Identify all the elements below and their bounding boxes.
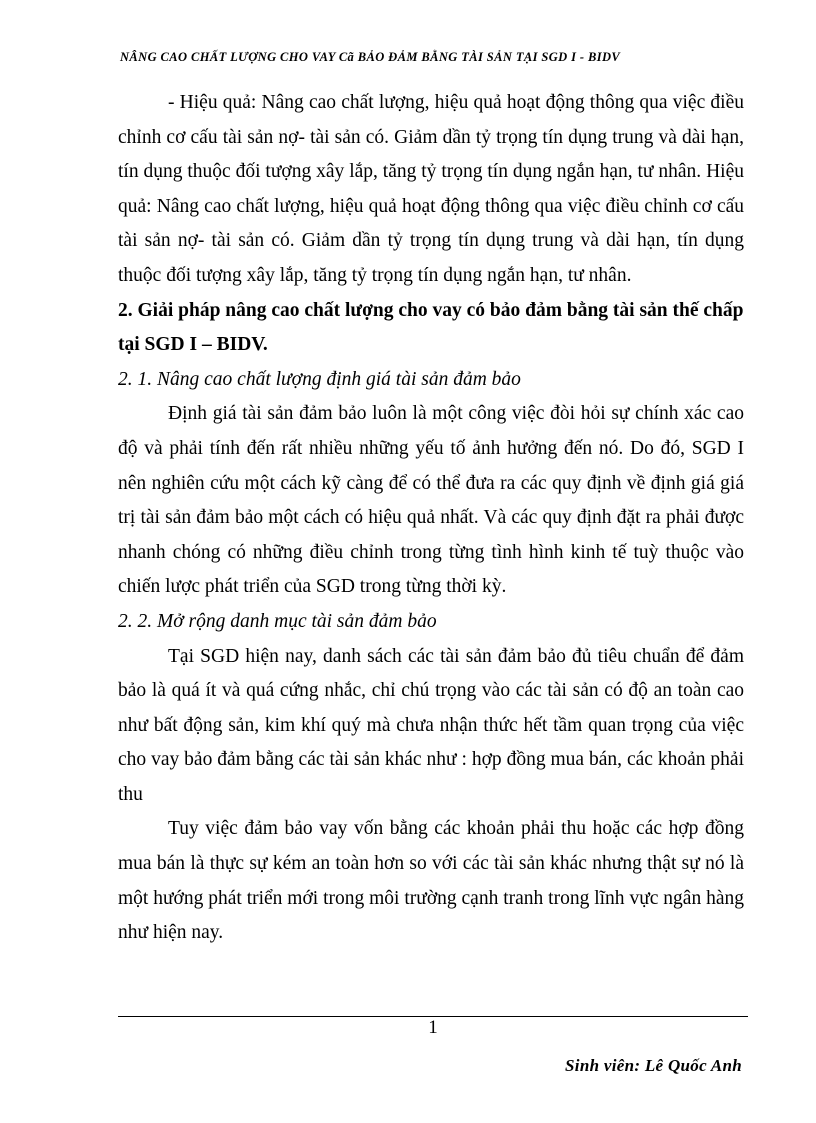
section-heading-2: 2. Giải pháp nâng cao chất lượng cho vay có bảo đảm bằng tài sản thế chấp tại SGD I – BIDV. <box>118 299 744 356</box>
paragraph-receivables: Tuy việc đảm bảo vay vốn bằng các khoản phải thu hoặc các hợp đồng mua bán là thực sự kém an toàn hơn so với các tài sản khác nhưng thật sự nó là một hướng phát triển mới trong môi trường cạnh tranh trong lĩnh vực ngân hàng như hiện nay. <box>118 818 744 944</box>
page-number: 1 <box>428 1017 438 1038</box>
subsection-heading-2-1: 2. 1. Nâng cao chất lượng định giá tài sản đảm bảo <box>118 368 521 390</box>
body-text <box>118 86 744 951</box>
running-header: NÂNG CAO CHẤT LƯỢNG CHO VAY Cã BẢO ĐẢM BẰNG TÀI SẢN TẠI SGD I - BIDV <box>120 50 621 64</box>
paragraph-valuation: Định giá tài sản đảm bảo luôn là một công việc đòi hỏi sự chính xác cao độ và phải tính đến rất nhiều những yếu tố ảnh hưởng đến nó. Do đó, SGD I nên nghiên cứu một cách kỹ càng để có thể đưa ra các quy định về định giá giá trị tài sản đảm bảo một cách có hiệu quả nhất. Và các quy định đặt ra phải được nhanh chóng có những điều chỉnh trong từng tình hình kinh tế tuỳ thuộc vào chiến lược phát triển của SGD trong từng thời kỳ. <box>118 403 744 598</box>
paragraph-efficiency: - Hiệu quả: Nâng cao chất lượng, hiệu quả hoạt động thông qua việc điều chỉnh cơ cấu tài sản nợ- tài sản có. Giảm dần tỷ trọng tín dụng trung và dài hạn, tín dụng thuộc đối tượng xây lắp, tăng tỷ trọng tín dụng ngắn hạn, tư nhân. Hiệu quả: Nâng cao chất lượng, hiệu quả hoạt động thông qua việc điều chỉnh cơ cấu tài sản nợ- tài sản có. Giảm dần tỷ trọng tín dụng trung và dài hạn, tín dụng thuộc đối tượng xây lắp, tăng tỷ trọng tín dụng ngắn hạn, tư nhân. <box>118 92 744 286</box>
subsection-heading-2-2: 2. 2. Mở rộng danh mục tài sản đảm bảo <box>118 610 437 632</box>
student-name: Sinh viên: Lê Quốc Anh <box>565 1056 742 1075</box>
paragraph-collateral-list: Tại SGD hiện nay, danh sách các tài sản đảm bảo đủ tiêu chuẩn để đảm bảo là quá ít và quá cứng nhắc, chỉ chú trọng vào các tài sản có độ an toàn cao như bất động sản, kim khí quý mà chưa nhận thức hết tầm quan trọng của việc cho vay bảo đảm bằng các tài sản khác như : hợp đồng mua bán, các khoản phải thu <box>118 645 744 805</box>
